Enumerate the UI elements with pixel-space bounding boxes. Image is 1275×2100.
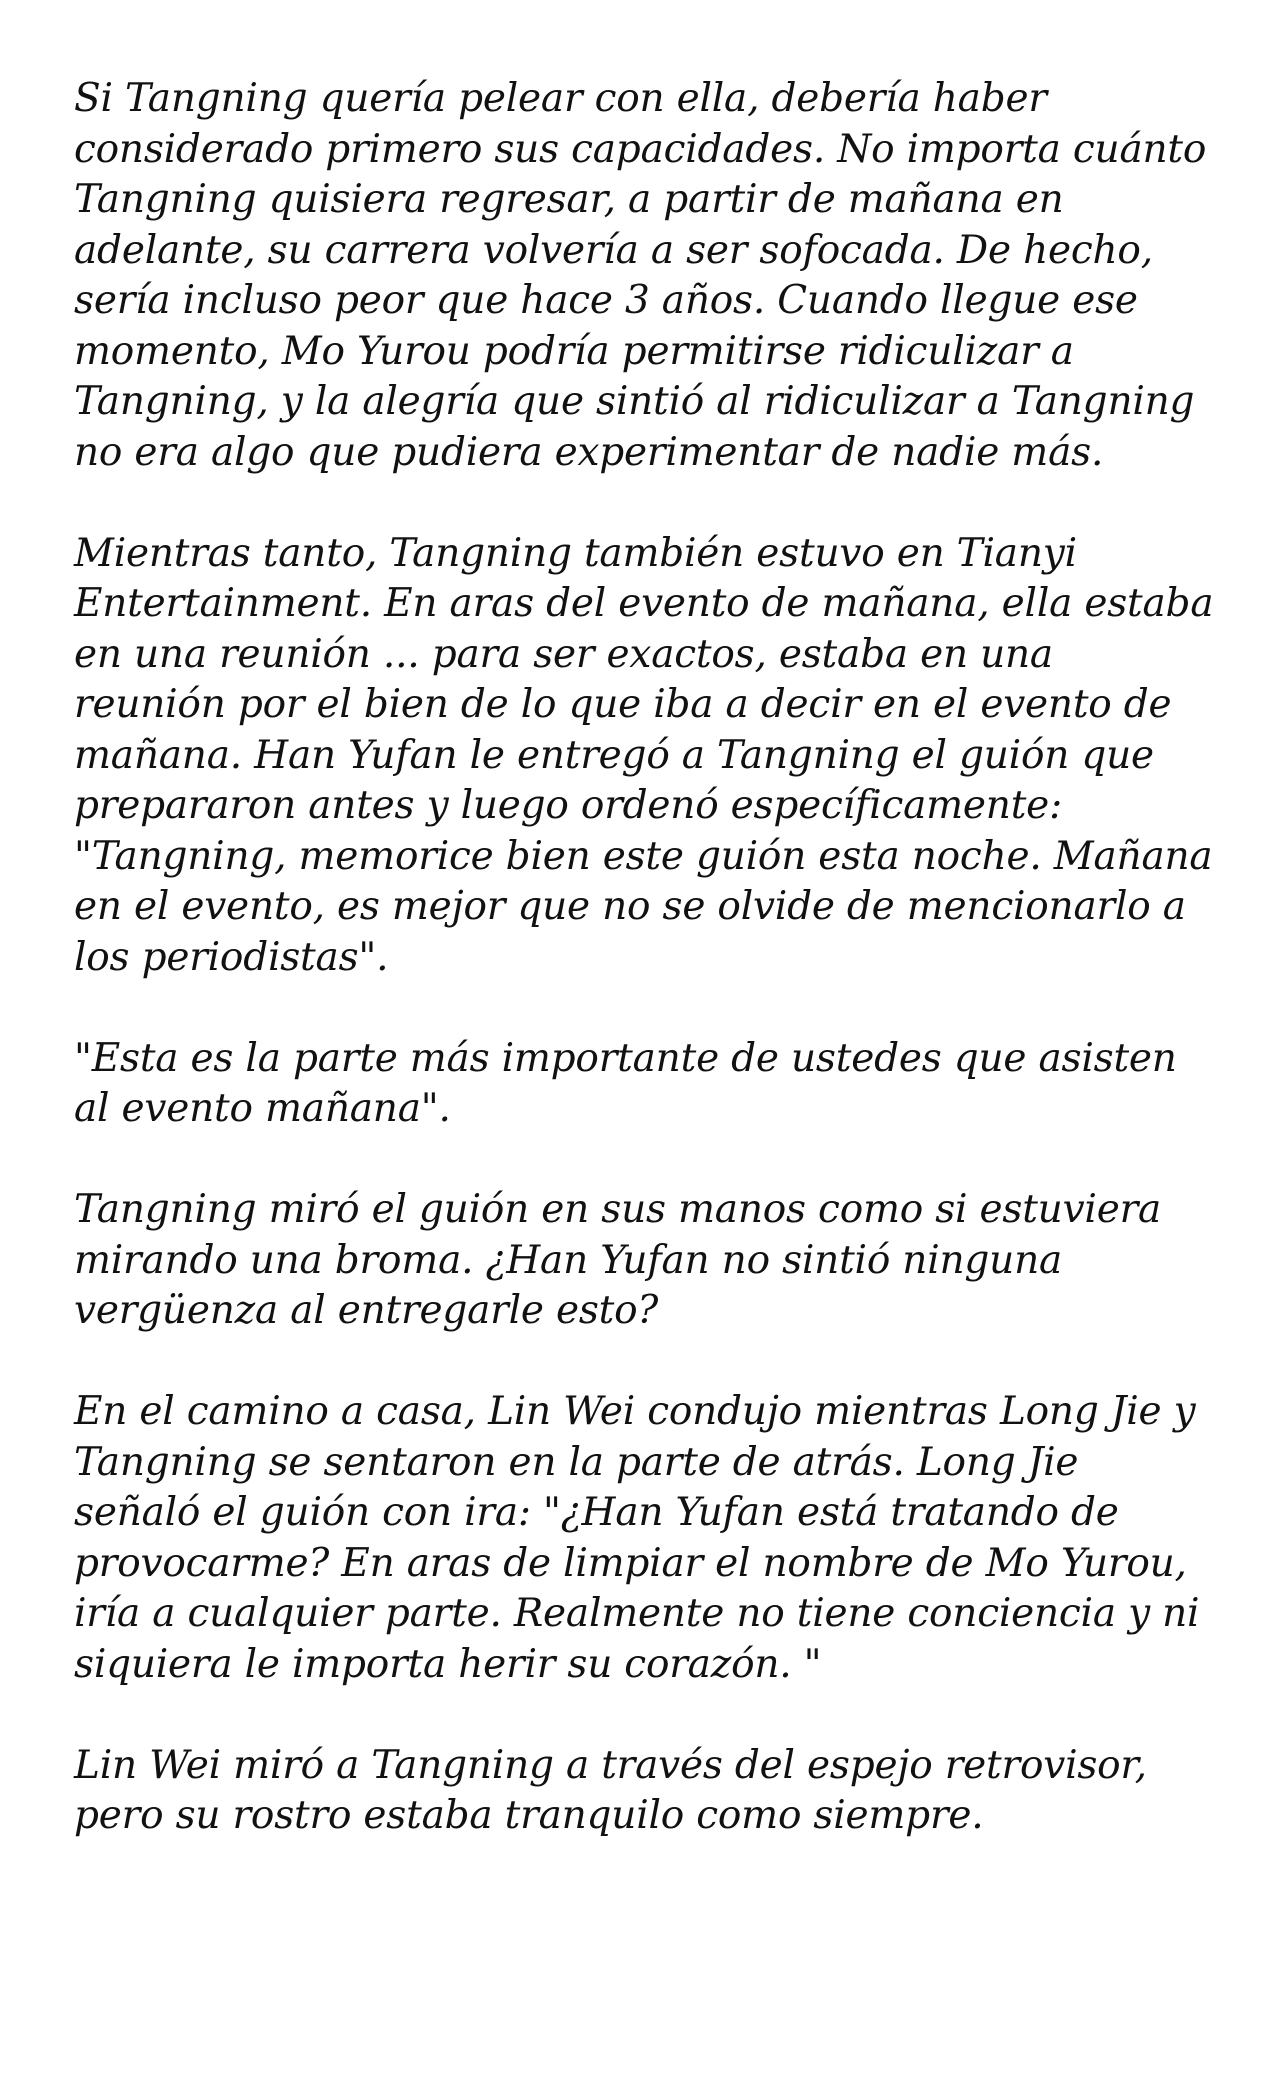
paragraph-1: Si Tangning quería pelear con ella, debería haber considerado primero sus capacidades. No importa cuánto Tangning quisiera regresar, a partir de mañana en adelante, su carrera volvería a ser sofocada. De hecho, sería incluso peor que hace 3 años. Cuando llegue ese momento, Mo Yurou podría permitirse ridiculizar a Tangning, y la alegría que sintió al ridiculizar a Tangning no era algo que pudiera experimentar de nadie más. — [74, 76, 1207, 475]
paragraph-2: Mientras tanto, Tangning también estuvo en Tianyi Entertainment. En aras del evento de mañana, ella estaba en una reunión ... para ser exactos, estaba en una reunión por el bien de lo que iba a decir en el evento de mañana. Han Yufan le entregó a Tangning el guión que prepararon antes y luego ordenó específicamente: "Tangning, memorice bien este guión esta noche. Mañana en el evento, es mejor que no se olvide de mencionarlo a los periodistas". — [74, 530, 1214, 980]
document-page — [74, 74, 1214, 1842]
paragraph-5: En el camino a casa, Lin Wei condujo mientras Long Jie y Tangning se sentaron en la parte de atrás. Long Jie señaló el guión con ira: "¿Han Yufan está tratando de provocarme? En aras de limpiar el nombre de Mo Yurou, iría a cualquier parte. Realmente no tiene conciencia y ni siquiera le importa herir su corazón. " — [74, 1389, 1200, 1687]
paragraph-3: "Esta es la parte más importante de ustedes que asisten al evento mañana". — [74, 1035, 1177, 1131]
paragraph-4: Tangning miró el guión en sus manos como si estuviera mirando una broma. ¿Han Yufan no sintió ninguna vergüenza al entregarle esto? — [74, 1187, 1162, 1333]
paragraph-6: Lin Wei miró a Tangning a través del espejo retrovisor, pero su rostro estaba tranquilo como siempre. — [74, 1742, 1147, 1838]
